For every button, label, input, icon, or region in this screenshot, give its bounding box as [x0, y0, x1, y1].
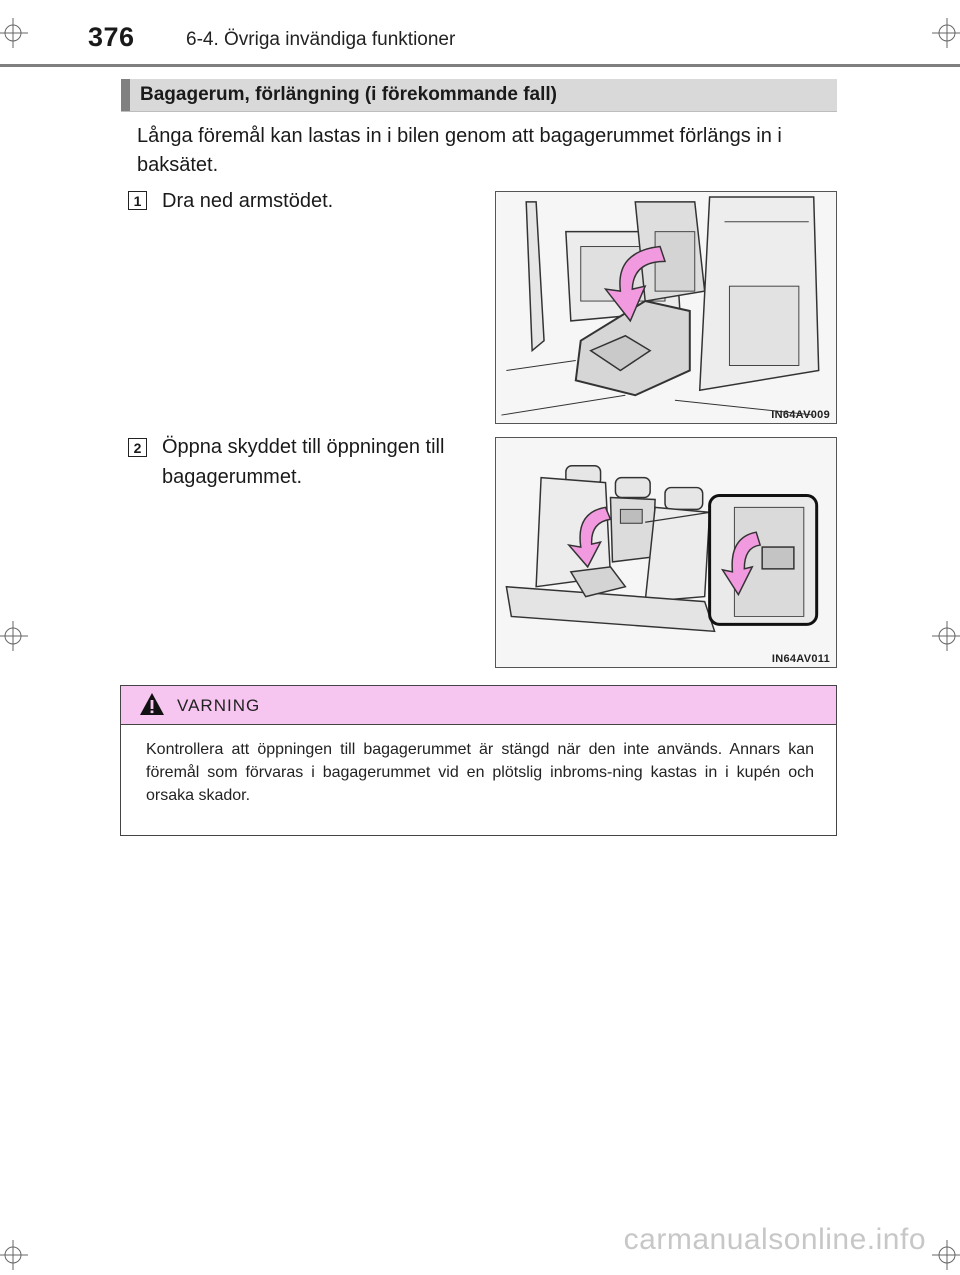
watermark: carmanualsonline.info	[623, 1223, 926, 1256]
header-rule	[0, 64, 960, 67]
topic-title: Bagagerum, förlängning (i förekommande fall)	[140, 84, 557, 105]
step-text: Dra ned armstödet.	[162, 190, 334, 212]
step-number-badge: 2	[128, 438, 147, 457]
warning-header	[121, 686, 836, 725]
topic-bar-accent	[121, 79, 130, 111]
topic-bar	[121, 79, 837, 112]
registration-mark	[0, 1240, 28, 1270]
figure-trunk-opening	[495, 437, 837, 668]
registration-mark	[0, 18, 28, 48]
warning-text: Kontrollera att öppningen till bagagerummet är stängd när den inte används. Annars kan föremål som förvaras i bagagerummet vid en plötslig inbroms-ning kastas in i kupén och orsaka skador.	[146, 741, 814, 804]
warning-title: VARNING	[177, 696, 261, 715]
figure-code: IN64AV011	[771, 653, 830, 665]
registration-mark	[0, 621, 28, 651]
step-number-badge: 1	[128, 191, 147, 210]
registration-mark	[932, 621, 960, 651]
figure-code: IN64AV009	[771, 409, 830, 421]
registration-mark	[932, 1240, 960, 1270]
warning-box	[120, 685, 837, 836]
warning-triangle-icon	[139, 692, 165, 716]
page-number: 376	[88, 22, 135, 52]
registration-mark	[932, 18, 960, 48]
step-text: Öppna skyddet till öppningen till bagagerummet.	[162, 436, 445, 488]
trunk-opening-illustration	[496, 438, 836, 667]
figure-armrest	[495, 191, 837, 424]
intro-paragraph: Långa föremål kan lastas in i bilen genom att bagagerummet förlängs in i baksätet.	[137, 125, 782, 176]
armrest-illustration	[496, 192, 836, 423]
section-header: 6-4. Övriga invändiga funktioner	[186, 29, 456, 50]
